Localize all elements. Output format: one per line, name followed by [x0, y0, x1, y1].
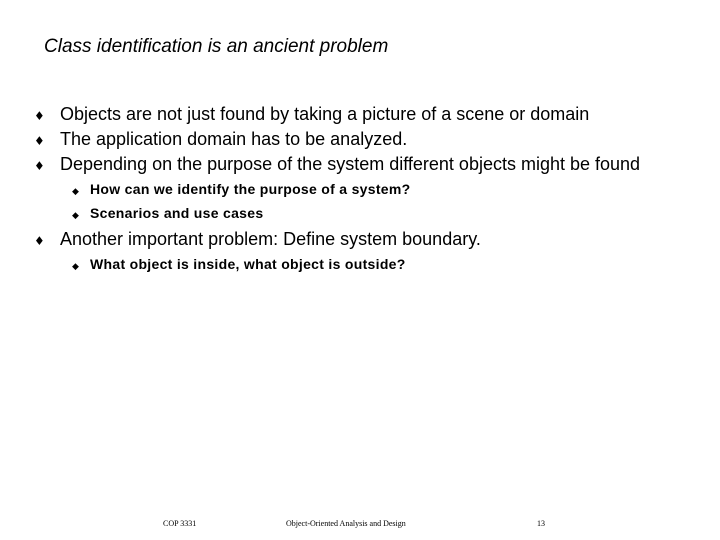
footer-subject: Object-Oriented Analysis and Design [286, 519, 406, 528]
sub-bullet-text: What object is inside, what object is outside? [90, 256, 406, 272]
bullet-item [34, 229, 481, 250]
sub-bullet-item [72, 181, 410, 197]
sub-bullet-item [72, 256, 406, 272]
footer-page-number: 13 [537, 519, 545, 528]
bullet-item [34, 154, 640, 175]
sub-bullet-text: Scenarios and use cases [90, 205, 264, 221]
diamond-bullet-icon: ♦ [34, 109, 45, 123]
small-diamond-bullet-icon: ◆ [72, 187, 80, 197]
diamond-bullet-icon: ♦ [34, 159, 45, 173]
slide-title: Class identification is an ancient problem [44, 36, 389, 57]
sub-bullet-text: How can we identify the purpose of a system? [90, 181, 411, 197]
diamond-bullet-icon: ♦ [34, 134, 45, 148]
bullet-text: Another important problem: Define system boundary. [60, 229, 481, 249]
footer-course: COP 3331 [163, 519, 197, 528]
bullet-text: Objects are not just found by taking a picture of a scene or domain [60, 104, 590, 124]
small-diamond-bullet-icon: ◆ [72, 262, 80, 272]
sub-bullet-item [72, 205, 263, 221]
small-diamond-bullet-icon: ◆ [72, 211, 80, 221]
bullet-text: The application domain has to be analyzed. [60, 129, 408, 149]
diamond-bullet-icon: ♦ [34, 234, 45, 248]
bullet-text: Depending on the purpose of the system different objects might be found [60, 154, 641, 174]
bullet-item [34, 129, 407, 150]
bullet-item [34, 104, 589, 125]
